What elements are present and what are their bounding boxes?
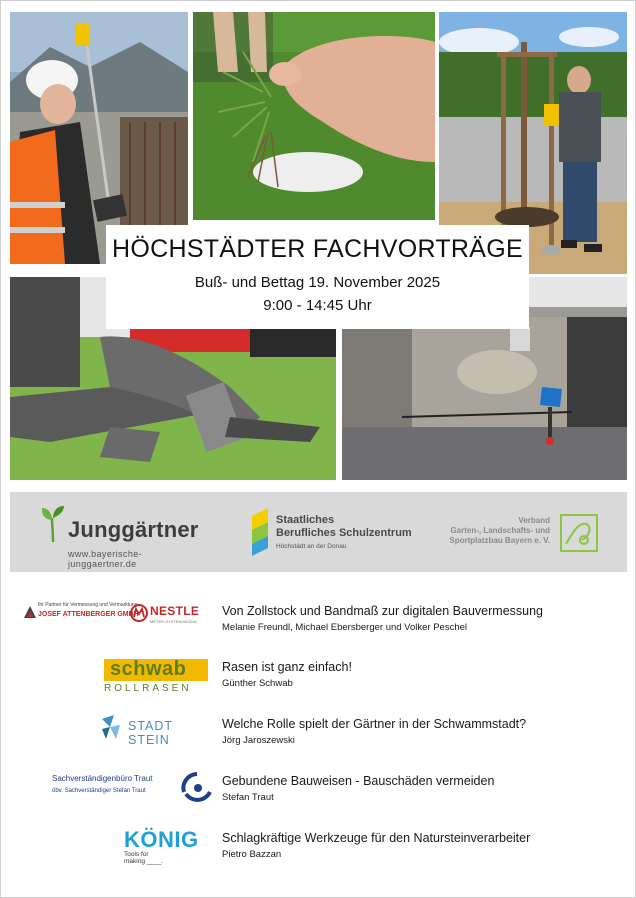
bsz-line3: Höchstädt an der Donau (276, 543, 347, 550)
talk-speaker: Günther Schwab (222, 678, 293, 689)
stadt-stein-icon (100, 715, 122, 741)
galabau-logo (442, 506, 602, 558)
bsz-logo (248, 506, 418, 558)
schwab-name: schwab (110, 658, 187, 680)
galabau-line1: Verband (518, 516, 550, 525)
talk-item (10, 600, 627, 650)
junggaertner-logo (38, 502, 208, 569)
nestle-sub: METER-SYSTEM-MODUL (150, 619, 198, 624)
sponsor-band (10, 492, 627, 572)
sprout-icon (38, 504, 68, 544)
bsz-line1: Staatliches (276, 514, 335, 526)
talk-title: Schlagkräftige Werkzeuge für den Natursteinverarbeiter (222, 831, 531, 845)
galabau-line2: Garten-, Landschafts- und (450, 526, 550, 535)
talk-title: Welche Rolle spielt der Gärtner in der Schwammstadt? (222, 717, 527, 731)
attenberger-icon (24, 606, 36, 618)
talk-item (10, 770, 627, 820)
talk-item (10, 827, 627, 877)
attenberger-name: JOSEF ATTENBERGER GMBH (38, 611, 139, 618)
talk-speaker: Melanie Freundl, Michael Ebersberger und Volker Peschel (222, 622, 468, 633)
talk-title: Gebundene Bauweisen - Bauschäden vermeiden (222, 774, 495, 788)
talk-title: Rasen ist ganz einfach! (222, 660, 352, 674)
nestle-m-icon (130, 604, 148, 622)
traut-logo (24, 770, 214, 816)
traut-mark-icon (180, 772, 214, 804)
nestle-name: NESTLE (150, 604, 200, 618)
koenig-tagline-line2: making ____. (124, 858, 164, 865)
photo-grass-hand (193, 12, 435, 220)
talk-speaker: Stefan Traut (222, 792, 274, 803)
attenberger-tagline: Ihr Partner für Vermessung und Vermarktung (38, 602, 138, 608)
stadt-stein-logo (24, 713, 214, 759)
bsz-line2: Berufliches Schulzentrum (276, 527, 412, 539)
title-box (106, 225, 529, 329)
talk-speaker: Jörg Jaroszewski (222, 735, 295, 746)
koenig-name: KÖNIG (124, 827, 199, 852)
event-title: HÖCHSTÄDTER FACHVORTRÄGE (112, 235, 523, 263)
traut-name: Sachverständigenbüro Traut (52, 774, 153, 783)
attenberger-nestle-logo (24, 600, 214, 646)
event-time: 9:00 - 14:45 Uhr (263, 297, 372, 314)
stadt-stein-name: STADT STEIN (128, 719, 173, 747)
talk-speaker: Pietro Bazzan (222, 849, 282, 860)
schwab-logo (24, 656, 214, 702)
event-date: Buß- und Bettag 19. November 2025 (194, 274, 441, 291)
galabau-line3: Sportplatzbau Bayern e. V. (449, 536, 550, 545)
traut-sub: öbv. Sachverständiger Stefan Traut (52, 788, 146, 794)
koenig-logo (24, 827, 214, 873)
talk-item (10, 713, 627, 763)
galabau-mark-icon (560, 514, 598, 552)
schwab-sub: ROLLRASEN (104, 683, 192, 694)
talk-item (10, 656, 627, 706)
koenig-tagline-line1: Tools for (124, 851, 149, 858)
junggaertner-url: www.bayerische-junggaertner.de (68, 549, 143, 569)
koenig-tagline (124, 851, 163, 865)
talk-title: Von Zollstock und Bandmaß zur digitalen Bauvermessung (222, 604, 544, 618)
junggaertner-name: Junggärtner (68, 517, 199, 542)
bsz-stripes-icon (248, 508, 272, 556)
